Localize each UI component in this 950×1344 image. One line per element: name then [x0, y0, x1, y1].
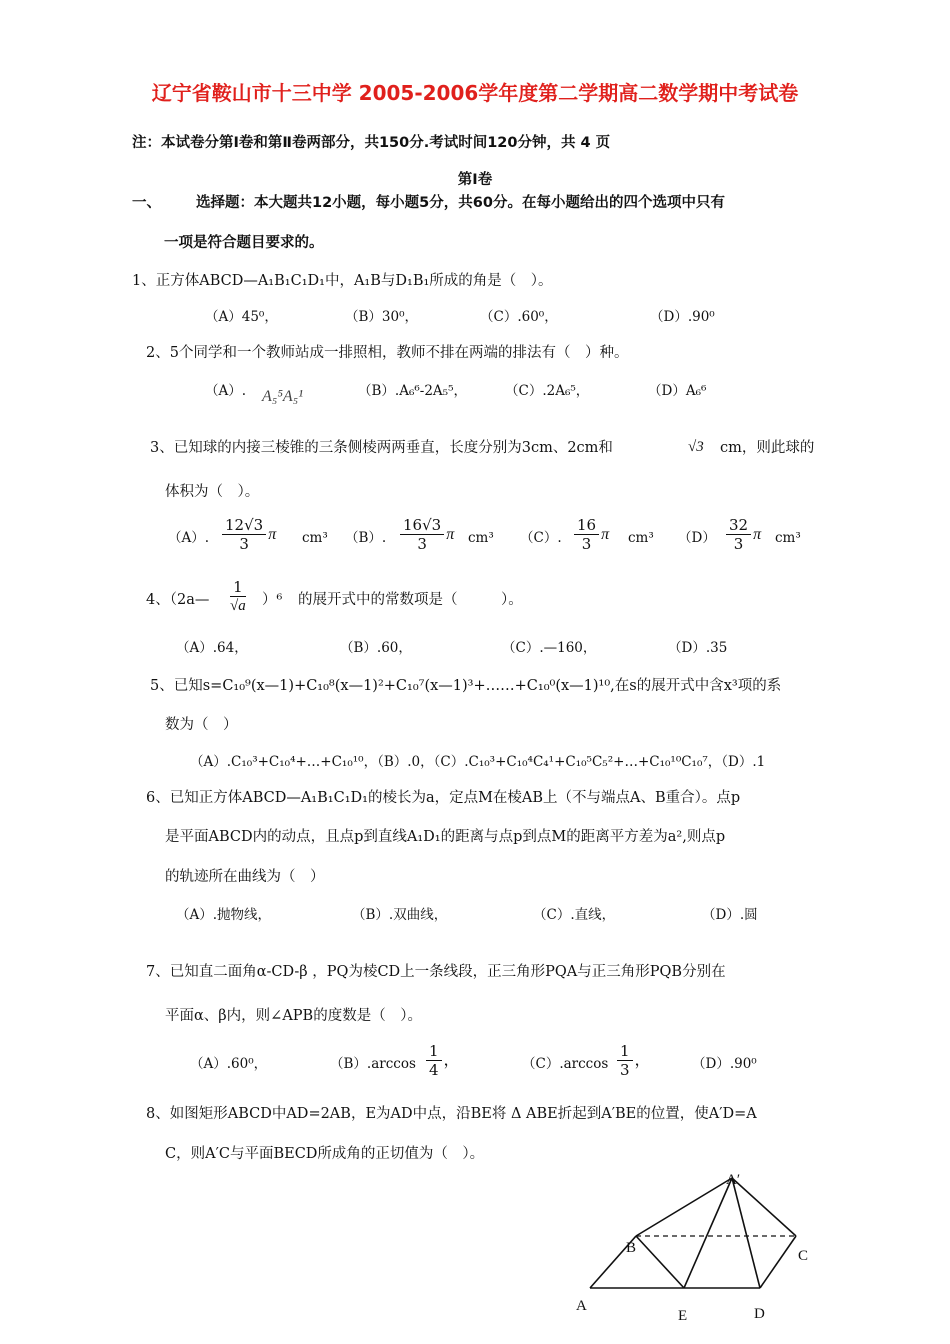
q6-option-a: （A）.抛物线，: [176, 907, 272, 923]
volume-heading: 第Ⅰ卷: [457, 172, 493, 188]
q2-option-c: （C）.2A₆⁵，: [505, 383, 590, 399]
question-3-stem-end: cm，则此球的: [720, 440, 815, 456]
q1-option-c: （C）.60⁰，: [480, 309, 558, 325]
q4-option-b: （B）.60，: [340, 640, 412, 656]
question-4-stem-end: 的展开式中的常数项是（ ）。: [298, 592, 523, 608]
q3-option-a: （A）.: [168, 530, 210, 546]
q3-root-3: √3: [688, 439, 704, 455]
question-6-stem-line2: 是平面ABCD内的动点，且点p到直线A₁D₁的距离与点p到点M的距离平方差为a²,则点p: [165, 829, 726, 845]
q3-option-c-fraction: $\frac{16}{3}$ π: [572, 516, 609, 553]
q6-option-b: （B）.双曲线，: [352, 907, 448, 923]
section-instructions-cont: 一项是符合题目要求的。: [164, 235, 324, 251]
question-7-stem-line2: 平面α、β内，则∠APB的度数是（ ）。: [165, 1008, 422, 1024]
q3-option-b: （B）.: [345, 530, 387, 546]
q6-option-d: （D）.圆: [702, 907, 758, 923]
question-7-stem: 7、已知直二面角α-CD-β ，PQ为棱CD上一条线段，正三角形PQA与正三角形PQB分别在: [146, 964, 726, 980]
label-e: E: [678, 1308, 688, 1324]
q7-option-a: （A）.60⁰，: [190, 1056, 268, 1072]
q2-option-a: （A）.: [205, 383, 247, 399]
page-title: 辽宁省鞍山市十三中学 2005-2006学年度第二学期高二数学期中考试卷: [151, 81, 799, 105]
q1-option-d: （D）.90⁰: [650, 309, 715, 325]
q5-options: （A）.C₁₀³+C₁₀⁴+…+C₁₀¹⁰，（B）.0，（C）.C₁₀³+C₁₀⁴C₄¹+C₁₀⁵C₅²+…+C₁₀¹⁰C₁₀⁷，（D）.1: [190, 754, 766, 770]
q7-option-d: （D）.90⁰: [692, 1056, 757, 1072]
q3-option-d: （D）: [678, 530, 716, 546]
q4-option-a: （A）.64，: [176, 640, 248, 656]
label-a-prime: A′: [726, 1172, 741, 1188]
question-1-stem: 1、正方体ABCD—A₁B₁C₁D₁中，A₁B与D₁B₁所成的角是（ ）。: [132, 273, 553, 289]
section-instructions: 选择题：本大题共12小题，每小题5分，共60分。在每小题给出的四个选项中只有: [196, 195, 725, 211]
edge-b-e: [636, 1236, 684, 1288]
question-6-stem: 6、已知正方体ABCD—A₁B₁C₁D₁的棱长为a，定点M在棱AB上（不与端点A、B重合）。点p: [146, 790, 741, 806]
question-5-stem: 5、已知s=C₁₀⁹(x—1)+C₁₀⁸(x—1)²+C₁₀⁷(x—1)³+……+C₁₀⁰(x—1)¹⁰,在s的展开式中含x³项的系: [150, 678, 782, 694]
edge-ap-e: [684, 1178, 732, 1288]
question-8-stem: 8、如图矩形ABCD中AD=2AB，E为AD中点，沿BE将 Δ ABE折起到A′BE的位置，使A′D=A: [146, 1106, 757, 1122]
label-d: D: [754, 1306, 765, 1322]
question-2-stem: 2、5个同学和一个教师站成一排照相，教师不排在两端的排法有（ ）种。: [146, 345, 629, 361]
q3-option-d-unit: cm³: [775, 530, 801, 546]
question-4-stem: 4、（2a—: [146, 592, 210, 608]
edge-ap-b: [636, 1178, 732, 1236]
q4-fraction: $\frac{1}{√a}$: [230, 578, 246, 614]
q3-option-d-fraction: $\frac{32}{3}$ π: [724, 516, 761, 553]
question-8-stem-line2: C，则A′C与平面BECD所成角的正切值为（ ）。: [165, 1146, 485, 1162]
q2-option-d: （D）A₆⁶: [648, 383, 707, 399]
q3-option-a-unit: cm³: [302, 530, 328, 546]
question-6-stem-line3: 的轨迹所在曲线为（ ）: [165, 869, 325, 885]
label-c: C: [798, 1248, 809, 1264]
q7-option-c: （C）.arccos: [522, 1056, 609, 1072]
q2-option-b: （B）.A₆⁶-2A₅⁵，: [358, 383, 468, 399]
q3-option-a-fraction: $\frac{12√3}{3}$ π: [220, 516, 276, 553]
question-3-stem-line2: 体积为（ ）。: [165, 484, 260, 500]
q3-option-b-unit: cm³: [468, 530, 494, 546]
q7-option-c-fraction: $\frac{1}{3}$ ，: [615, 1042, 651, 1079]
q3-option-b-fraction: $\frac{16√3}{3}$ π: [398, 516, 454, 553]
q3-option-c-unit: cm³: [628, 530, 654, 546]
q4-option-d: （D）.35: [668, 640, 728, 656]
edge-ap-c: [732, 1178, 796, 1236]
q4-close: ）⁶: [262, 592, 283, 608]
label-b: B: [626, 1240, 637, 1256]
q7-option-b-fraction: $\frac{1}{4}$ ，: [424, 1042, 460, 1079]
edge-ap-d: [732, 1178, 760, 1288]
question-3-stem: 3、已知球的内接三棱锥的三条侧棱两两垂直，长度分别为3cm、2cm和: [150, 440, 613, 456]
folded-rectangle-figure: [560, 1170, 820, 1340]
edge-d-c: [760, 1236, 796, 1288]
question-5-stem-line2: 数为（ ）: [165, 717, 238, 733]
q1-option-b: （B）30⁰，: [345, 309, 419, 325]
q4-option-c: （C）.—160，: [502, 640, 597, 656]
label-a: A: [576, 1298, 587, 1314]
q3-option-c: （C）.: [520, 530, 562, 546]
q6-option-c: （C）.直线，: [533, 907, 616, 923]
exam-note: 注：本试卷分第Ⅰ卷和第Ⅱ卷两部分，共150分.考试时间120分钟，共 4 页: [132, 135, 611, 151]
q2-option-a-expr: A₅⁵A₅¹: [262, 388, 304, 405]
q1-option-a: （A）45⁰，: [205, 309, 278, 325]
section-number: 一、: [132, 195, 161, 211]
q7-option-b: （B）.arccos: [330, 1056, 416, 1072]
